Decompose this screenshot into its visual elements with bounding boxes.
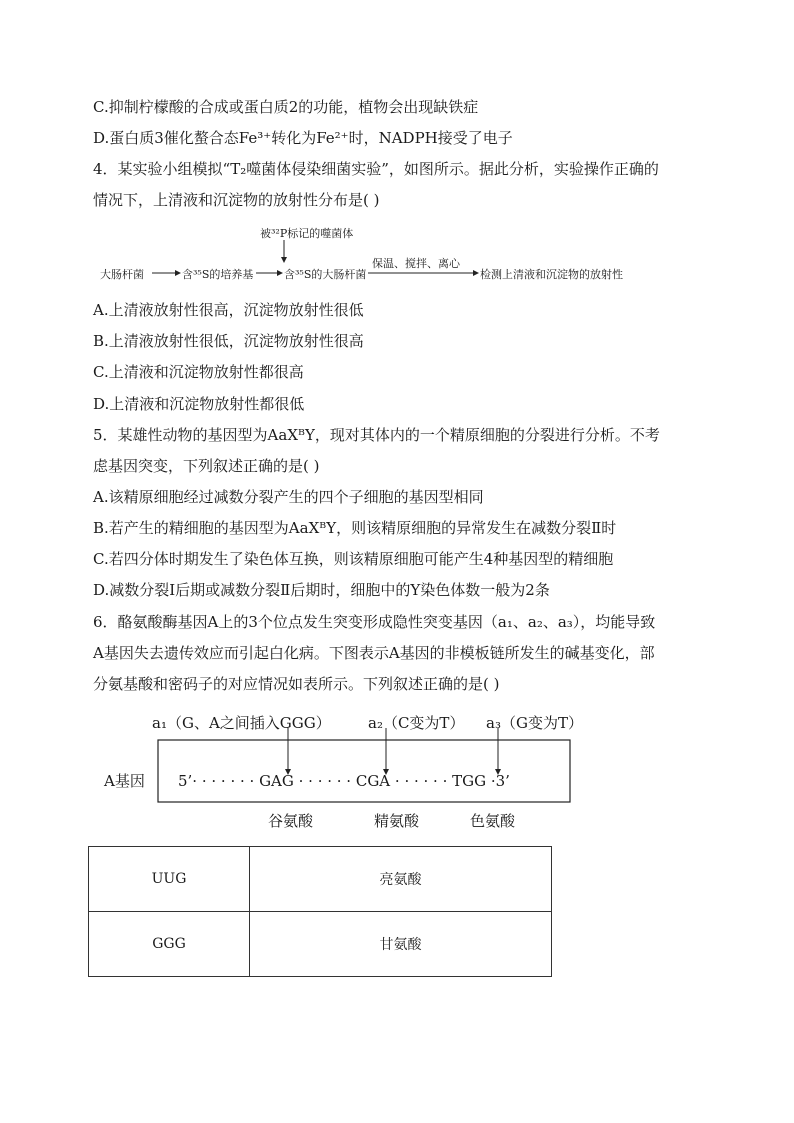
process-label: 保温、搅拌、离心 (372, 257, 460, 270)
option-c-q3: C.抑制柠檬酸的合成或蛋白质2的功能，植物会出现缺铁症 (93, 98, 479, 116)
question-6-stem: 6．酪氨酸酶基因A上的3个位点发生突变形成隐性突变基因（a₁、a₂、a₃），均能导致 (93, 613, 656, 631)
question-4-stem: 4．某实验小组模拟“T₂噬菌体侵染细菌实验”，如图所示。据此分析，实验操作正确的 (93, 160, 659, 178)
amino-acid-cell: 亮氨酸 (250, 847, 552, 912)
question-4-stem-cont: 情况下，上清液和沉淀物的放射性分布是( ) (93, 191, 380, 209)
option-d-q3: D.蛋白质3催化螯合态Fe³⁺转化为Fe²⁺时，NADPH接受了电子 (93, 129, 513, 147)
table-row (89, 847, 552, 912)
detect-label: 检测上清液和沉淀物的放射性 (480, 268, 623, 281)
option-c-q5: C.若四分体时期发生了染色体互换，则该精原细胞可能产生4种基因型的精细胞 (93, 550, 614, 568)
option-b-q5: B.若产生的精细胞的基因型为AaXᴮY，则该精原细胞的异常发生在减数分裂Ⅱ时 (93, 519, 617, 537)
gene-mutation-diagram (100, 708, 600, 836)
option-b-q4: B.上清液放射性很低，沉淀物放射性很高 (93, 332, 364, 350)
a3-label: a₃（G变为T） (486, 714, 583, 732)
ecoli-label: 大肠杆菌 (100, 268, 144, 281)
gene-box (158, 740, 570, 802)
a1-label: a₁（G、A之间插入GGG） (152, 714, 331, 732)
codon-cell: GGG (89, 912, 250, 977)
sequence-text: 5’· · · · · · · GAG · · · · · · CGA · · · · · · TGG ·3’ (178, 772, 510, 790)
labeled-phage-label: 被³²P标记的噬菌体 (260, 227, 354, 240)
gene-label: A基因 (104, 772, 145, 790)
option-a-q5: A.该精原细胞经过减数分裂产生的四个子细胞的基因型相同 (93, 488, 484, 506)
a2-label: a₂（C变为T） (368, 714, 465, 732)
option-a-q4: A.上清液放射性很高，沉淀物放射性很低 (93, 301, 364, 319)
phage-experiment-diagram (100, 222, 660, 284)
arg-label: 精氨酸 (374, 812, 420, 830)
option-c-q4: C.上清液和沉淀物放射性都很高 (93, 363, 304, 381)
amino-acid-cell: 甘氨酸 (250, 912, 552, 977)
question-6-stem-cont1: A基因失去遗传效应而引起白化病。下图表示A基因的非模板链所发生的碱基变化，部 (93, 644, 655, 662)
codon-cell: UUG (89, 847, 250, 912)
option-d-q5: D.减数分裂Ⅰ后期或减数分裂Ⅱ后期时，细胞中的Y染色体数一般为2条 (93, 581, 550, 599)
codon-table (88, 846, 552, 977)
question-5-stem-cont: 虑基因突变，下列叙述正确的是( ) (93, 457, 320, 475)
glu-label: 谷氨酸 (268, 812, 314, 830)
question-6-stem-cont2: 分氨基酸和密码子的对应情况如表所示。下列叙述正确的是( ) (93, 675, 500, 693)
trp-label: 色氨酸 (470, 812, 516, 830)
question-5-stem: 5．某雄性动物的基因型为AaXᴮY，现对其体内的一个精原细胞的分裂进行分析。不考 (93, 426, 660, 444)
medium-label: 含³⁵S的培养基 (182, 268, 254, 281)
table-row (89, 912, 552, 977)
option-d-q4: D.上清液和沉淀物放射性都很低 (93, 395, 305, 413)
labeled-ecoli-label: 含³⁵S的大肠杆菌 (284, 268, 367, 281)
